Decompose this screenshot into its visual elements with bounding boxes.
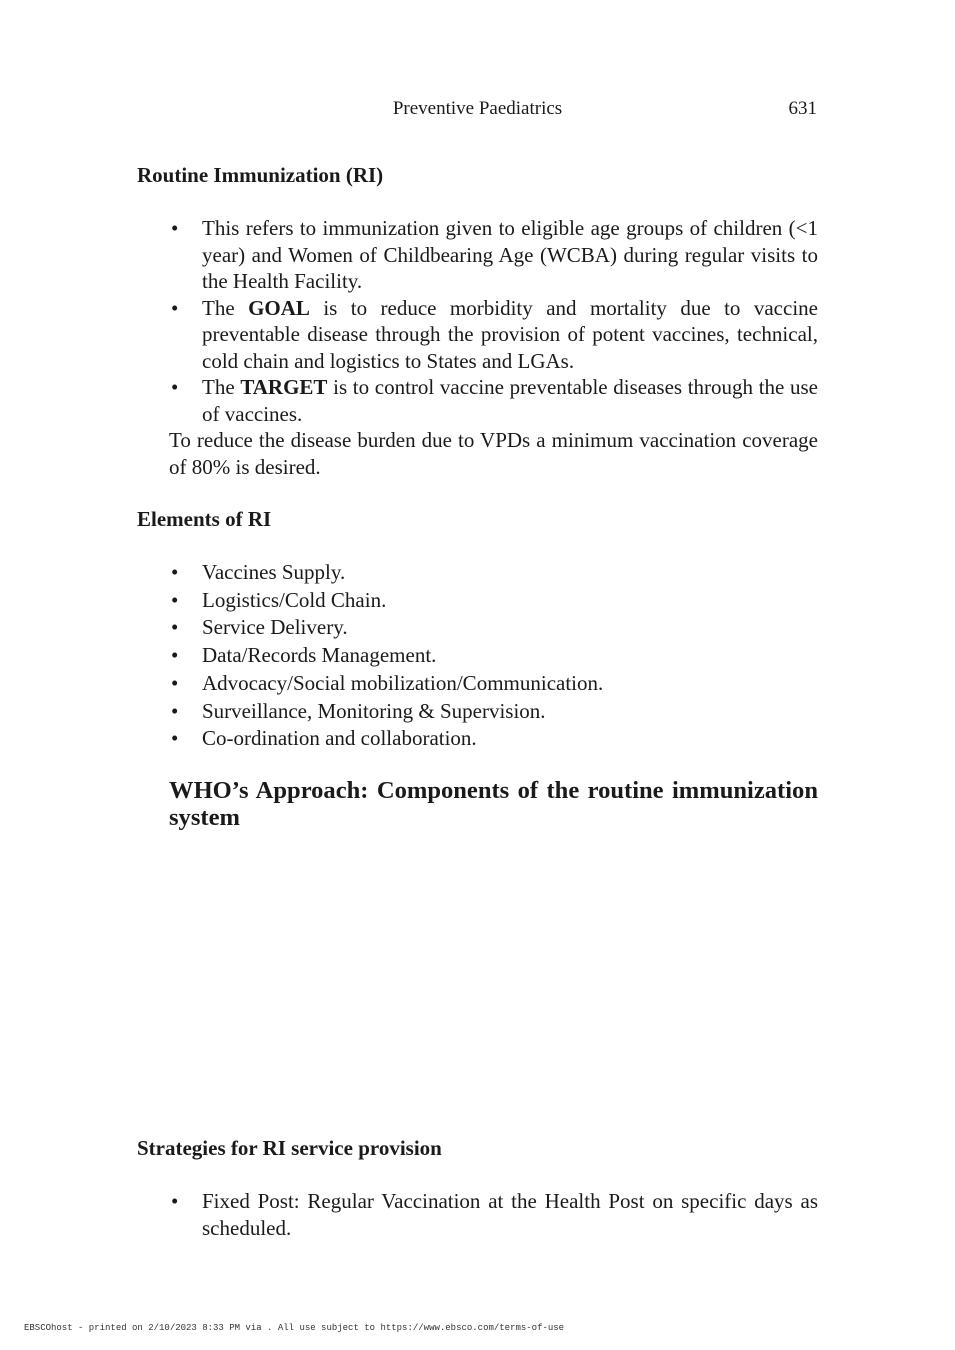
element-item-text: Service Delivery.	[202, 615, 348, 640]
ebsco-footer: EBSCOhost - printed on 2/10/2023 8:33 PM via . All use subject to https://www.ebsco.com/terms-of-use	[24, 1323, 565, 1333]
bullet-icon: •	[171, 726, 179, 751]
bullet-icon: •	[171, 1189, 179, 1213]
bullet-text: This refers to immunization given to eligible age groups of children (<1 year) and Women of Childbearing Age (WCBA) during regular visits to the Health Facility.	[202, 216, 818, 293]
strategies-bullet-list	[169, 1188, 818, 1241]
element-item-text: Logistics/Cold Chain.	[202, 587, 387, 612]
element-item-text: Data/Records Management.	[202, 643, 437, 668]
page-header	[0, 96, 955, 122]
coverage-paragraph: To reduce the disease burden due to VPDs a minimum vaccination coverage of 80% is desired.	[169, 428, 818, 479]
list-item	[169, 614, 818, 642]
element-item-text: Advocacy/Social mobilization/Communication.	[202, 670, 604, 695]
list-item	[169, 725, 818, 753]
list-item	[169, 215, 818, 295]
strategy-item-text: Fixed Post: Regular Vaccination at the Health Post on specific days as scheduled.	[202, 1189, 818, 1240]
list-item	[169, 374, 818, 427]
list-item	[169, 642, 818, 670]
bullet-icon: •	[171, 375, 179, 399]
list-item	[169, 1188, 818, 1241]
bullet-icon: •	[171, 587, 179, 612]
bullet-text-lead: The	[202, 375, 241, 399]
bullet-icon: •	[171, 698, 179, 723]
section-heading-routine-immunization: Routine Immunization (RI)	[137, 163, 384, 187]
ri-bullet-list	[169, 215, 818, 427]
bullet-icon: •	[171, 670, 179, 695]
element-item-text: Co-ordination and collaboration.	[202, 726, 477, 751]
list-item	[169, 559, 818, 587]
bullet-icon: •	[171, 615, 179, 640]
section-heading-strategies: Strategies for RI service provision	[137, 1136, 442, 1160]
bullet-text-rest: is to reduce morbidity and mortality due to vaccine preventable disease through the provision of potent vaccines, technical, cold chain and logistics to States and LGAs.	[202, 295, 818, 373]
bullet-icon: •	[171, 643, 179, 668]
elements-bullet-list	[169, 559, 818, 753]
list-item	[169, 670, 818, 698]
bullet-bold-term: GOAL	[248, 295, 310, 320]
list-item	[169, 698, 818, 726]
bullet-bold-term: TARGET	[240, 375, 328, 399]
bullet-text-lead: The	[202, 295, 249, 320]
list-item	[169, 295, 818, 375]
section-heading-elements-of-ri: Elements of RI	[137, 507, 272, 531]
element-item-text: Vaccines Supply.	[202, 560, 346, 584]
list-item	[169, 587, 818, 615]
running-title: Preventive Paediatrics	[392, 98, 563, 119]
element-item-text: Surveillance, Monitoring & Supervision.	[202, 698, 546, 723]
page-number: 631	[788, 98, 817, 119]
bullet-icon: •	[171, 560, 179, 584]
bullet-text-rest: is to control vaccine preventable diseases through the use of vaccines.	[202, 375, 818, 426]
bullet-icon: •	[171, 216, 179, 240]
who-approach-heading: WHO’s Approach: Components of the routine immunization system	[169, 777, 818, 831]
figure-placeholder	[137, 845, 818, 1125]
bullet-icon: •	[171, 295, 179, 320]
